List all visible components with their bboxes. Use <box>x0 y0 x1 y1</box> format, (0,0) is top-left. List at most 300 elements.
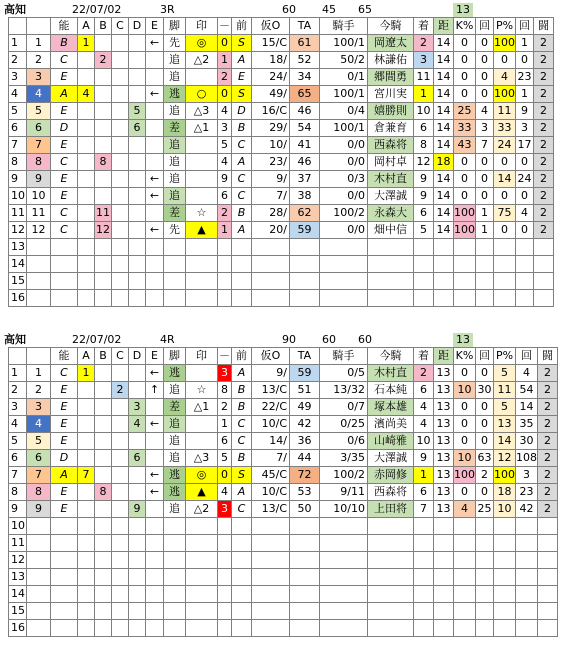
cell-rank-e[interactable] <box>146 154 164 171</box>
cell-p-percent[interactable]: 0 <box>516 154 534 171</box>
cell-rank-b[interactable]: 11 <box>95 205 112 222</box>
table-row[interactable] <box>9 290 554 307</box>
cell-p-count[interactable] <box>538 518 558 535</box>
cell-k-percent[interactable]: 0 <box>476 69 494 86</box>
cell-finish[interactable]: 14 <box>434 103 454 120</box>
cell-rank-a[interactable] <box>78 103 95 120</box>
cell-prev-rank[interactable]: 18/ <box>252 52 290 69</box>
cell-arrow[interactable]: 追 <box>164 69 186 86</box>
cell-gate-number[interactable]: 9 <box>27 171 51 188</box>
cell-finish[interactable]: 13 <box>434 467 454 484</box>
cell-k-count[interactable]: 12 <box>494 450 516 467</box>
cell-distance[interactable]: 0 <box>454 484 476 501</box>
cell-k-percent[interactable]: 0 <box>476 484 494 501</box>
cell-ta-value[interactable]: 50/2 <box>320 52 368 69</box>
cell-gate-number[interactable] <box>27 273 51 290</box>
cell-gate-number[interactable]: 6 <box>27 120 51 137</box>
cell-rank-d[interactable] <box>129 188 146 205</box>
cell-mark[interactable]: 4 <box>218 484 232 501</box>
cell-k-percent[interactable] <box>476 290 494 307</box>
cell-ta-value[interactable] <box>320 256 368 273</box>
cell-rank-b[interactable] <box>95 569 112 586</box>
cell-finish[interactable]: 14 <box>434 205 454 222</box>
cell-ability[interactable]: A <box>51 467 78 484</box>
cell-jockey-record[interactable] <box>368 256 414 273</box>
cell-rank-a[interactable] <box>78 603 95 620</box>
cell-ta-value[interactable]: 0/3 <box>320 171 368 188</box>
cell-arrow[interactable]: 追 <box>164 137 186 154</box>
cell-p-count[interactable] <box>534 256 554 273</box>
cell-rank-b[interactable] <box>95 467 112 484</box>
cell-rank-a[interactable]: 4 <box>78 86 95 103</box>
cell-rank-e[interactable] <box>146 103 164 120</box>
table-row[interactable] <box>9 137 554 154</box>
cell-mark[interactable]: 4 <box>218 154 232 171</box>
cell-jockey[interactable] <box>414 518 434 535</box>
cell-rank-b[interactable] <box>95 365 112 382</box>
cell-rank-a[interactable] <box>78 256 95 273</box>
cell-p-percent[interactable] <box>516 518 538 535</box>
cell-distance[interactable]: 0 <box>454 399 476 416</box>
cell-k-count[interactable]: 75 <box>494 205 516 222</box>
cell-distance[interactable] <box>454 290 476 307</box>
cell-p-percent[interactable]: 1 <box>516 35 534 52</box>
cell-style[interactable] <box>186 290 218 307</box>
cell-rank-d[interactable] <box>129 205 146 222</box>
cell-rank-d[interactable] <box>129 569 146 586</box>
cell-distance[interactable]: 0 <box>454 52 476 69</box>
cell-p-percent[interactable]: 35 <box>516 416 538 433</box>
cell-mark[interactable]: 0 <box>218 35 232 52</box>
cell-mark[interactable]: 3 <box>218 365 232 382</box>
cell-jockey[interactable] <box>414 586 434 603</box>
cell-mark[interactable] <box>218 586 232 603</box>
cell-style[interactable] <box>186 69 218 86</box>
cell-style[interactable]: △2 <box>186 501 218 518</box>
cell-ability[interactable]: C <box>51 154 78 171</box>
cell-dash-rank[interactable]: B <box>232 450 252 467</box>
cell-ta-value[interactable] <box>320 518 368 535</box>
cell-prev-rank[interactable]: 10/C <box>252 416 290 433</box>
cell-finish[interactable] <box>434 569 454 586</box>
cell-rank-a[interactable] <box>78 620 95 637</box>
cell-rank-a[interactable] <box>78 154 95 171</box>
cell-kari-o[interactable]: 38 <box>290 188 320 205</box>
cell-p-percent[interactable]: 14 <box>516 399 538 416</box>
cell-rank-d[interactable]: 4 <box>129 416 146 433</box>
cell-p-percent[interactable] <box>516 535 538 552</box>
cell-k-count[interactable] <box>494 552 516 569</box>
cell-p-percent[interactable]: 42 <box>516 501 538 518</box>
cell-gate-number[interactable]: 4 <box>27 416 51 433</box>
cell-rank-b[interactable] <box>95 535 112 552</box>
cell-k-percent[interactable]: 63 <box>476 450 494 467</box>
cell-k-count[interactable]: 10 <box>494 501 516 518</box>
cell-distance[interactable] <box>454 586 476 603</box>
cell-rank-b[interactable] <box>95 416 112 433</box>
cell-gate-number[interactable]: 4 <box>27 86 51 103</box>
cell-rank-d[interactable] <box>129 484 146 501</box>
cell-rank-b[interactable] <box>95 382 112 399</box>
cell-rank-b[interactable] <box>95 239 112 256</box>
cell-ability[interactable]: B <box>51 35 78 52</box>
cell-ta-value[interactable]: 0/0 <box>320 188 368 205</box>
cell-style[interactable]: ◎ <box>186 467 218 484</box>
cell-ability[interactable]: E <box>51 171 78 188</box>
cell-arrow[interactable] <box>164 603 186 620</box>
cell-distance[interactable] <box>454 273 476 290</box>
cell-mark[interactable]: 1 <box>218 52 232 69</box>
cell-prev-rank[interactable]: 13/C <box>252 382 290 399</box>
cell-gate-number[interactable]: 12 <box>27 222 51 239</box>
cell-dash-rank[interactable]: A <box>232 154 252 171</box>
cell-jockey-record[interactable]: 山崎雅 <box>368 433 414 450</box>
cell-jockey[interactable] <box>414 552 434 569</box>
cell-finish[interactable] <box>434 535 454 552</box>
cell-dash-rank[interactable] <box>232 569 252 586</box>
cell-rank-c[interactable] <box>112 239 129 256</box>
cell-ability[interactable]: E <box>51 103 78 120</box>
cell-kari-o[interactable] <box>290 273 320 290</box>
cell-p-count[interactable]: 2 <box>534 222 554 239</box>
cell-jockey[interactable] <box>414 620 434 637</box>
cell-rank-a[interactable] <box>78 416 95 433</box>
cell-jockey[interactable] <box>414 290 434 307</box>
cell-p-percent[interactable]: 30 <box>516 433 538 450</box>
cell-dash-rank[interactable]: B <box>232 120 252 137</box>
cell-rank-a[interactable] <box>78 535 95 552</box>
cell-mark[interactable] <box>218 290 232 307</box>
cell-kari-o[interactable] <box>290 620 320 637</box>
cell-mark[interactable] <box>218 256 232 273</box>
cell-rank-b[interactable] <box>95 273 112 290</box>
cell-jockey-record[interactable]: 西森将 <box>368 137 414 154</box>
cell-p-count[interactable]: 2 <box>534 103 554 120</box>
cell-prev-rank[interactable]: 10/C <box>252 484 290 501</box>
cell-kari-o[interactable]: 51 <box>290 382 320 399</box>
cell-jockey[interactable]: 1 <box>414 86 434 103</box>
cell-gate-number[interactable]: 8 <box>27 484 51 501</box>
cell-rank-c[interactable] <box>112 433 129 450</box>
cell-rank-c[interactable] <box>112 399 129 416</box>
cell-jockey-record[interactable]: 林謙佑 <box>368 52 414 69</box>
cell-finish[interactable]: 13 <box>434 484 454 501</box>
cell-dash-rank[interactable]: S <box>232 86 252 103</box>
cell-k-percent[interactable]: 0 <box>476 188 494 205</box>
cell-style[interactable]: △3 <box>186 103 218 120</box>
cell-style[interactable] <box>186 603 218 620</box>
cell-rank-d[interactable] <box>129 35 146 52</box>
cell-jockey-record[interactable] <box>368 620 414 637</box>
cell-mark[interactable]: 0 <box>218 86 232 103</box>
cell-jockey-record[interactable]: 嬉勝則 <box>368 103 414 120</box>
cell-finish[interactable]: 13 <box>434 501 454 518</box>
cell-rank-a[interactable]: 7 <box>78 467 95 484</box>
cell-kari-o[interactable] <box>290 569 320 586</box>
cell-style[interactable]: △3 <box>186 450 218 467</box>
cell-jockey-record[interactable]: 上田将 <box>368 501 414 518</box>
cell-p-percent[interactable]: 54 <box>516 382 538 399</box>
cell-dash-rank[interactable]: S <box>232 467 252 484</box>
cell-arrow[interactable]: 追 <box>164 416 186 433</box>
cell-k-percent[interactable]: 25 <box>476 501 494 518</box>
cell-kari-o[interactable]: 52 <box>290 52 320 69</box>
cell-ability[interactable] <box>51 620 78 637</box>
cell-rank-e[interactable]: ← <box>146 86 164 103</box>
cell-mark[interactable]: 2 <box>218 205 232 222</box>
cell-finish[interactable]: 13 <box>434 382 454 399</box>
cell-k-percent[interactable]: 0 <box>476 365 494 382</box>
cell-distance[interactable]: 0 <box>454 35 476 52</box>
cell-k-count[interactable]: 11 <box>494 103 516 120</box>
cell-finish[interactable]: 14 <box>434 35 454 52</box>
cell-k-percent[interactable]: 0 <box>476 399 494 416</box>
cell-ta-value[interactable]: 100/2 <box>320 205 368 222</box>
cell-prev-rank[interactable] <box>252 273 290 290</box>
cell-finish[interactable] <box>434 518 454 535</box>
cell-p-percent[interactable] <box>516 586 538 603</box>
cell-rank-e[interactable] <box>146 137 164 154</box>
cell-jockey-record[interactable]: 木村直 <box>368 365 414 382</box>
cell-p-count[interactable] <box>534 290 554 307</box>
cell-kari-o[interactable]: 72 <box>290 467 320 484</box>
cell-p-count[interactable]: 2 <box>538 433 558 450</box>
table-row[interactable] <box>9 205 554 222</box>
cell-ability[interactable]: E <box>51 382 78 399</box>
cell-p-count[interactable]: 2 <box>534 120 554 137</box>
cell-jockey[interactable]: 9 <box>414 171 434 188</box>
cell-gate-number[interactable]: 11 <box>27 205 51 222</box>
cell-ability[interactable]: C <box>51 52 78 69</box>
cell-p-percent[interactable]: 3 <box>516 120 534 137</box>
cell-arrow[interactable]: 追 <box>164 171 186 188</box>
cell-prev-rank[interactable]: 14/ <box>252 433 290 450</box>
cell-gate-number[interactable]: 3 <box>27 399 51 416</box>
cell-k-count[interactable] <box>494 620 516 637</box>
cell-k-count[interactable]: 0 <box>494 188 516 205</box>
cell-k-percent[interactable]: 7 <box>476 137 494 154</box>
cell-rank-b[interactable] <box>95 603 112 620</box>
cell-p-percent[interactable] <box>516 552 538 569</box>
cell-rank-d[interactable]: 5 <box>129 103 146 120</box>
cell-arrow[interactable] <box>164 518 186 535</box>
cell-style[interactable] <box>186 171 218 188</box>
cell-k-count[interactable] <box>494 518 516 535</box>
cell-rank-c[interactable] <box>112 52 129 69</box>
cell-kari-o[interactable]: 46 <box>290 154 320 171</box>
cell-finish[interactable]: 13 <box>434 365 454 382</box>
cell-prev-rank[interactable]: 22/C <box>252 399 290 416</box>
cell-distance[interactable]: 100 <box>454 222 476 239</box>
cell-rank-b[interactable] <box>95 290 112 307</box>
cell-distance[interactable] <box>454 256 476 273</box>
cell-rank-e[interactable]: ← <box>146 171 164 188</box>
cell-p-count[interactable]: 2 <box>534 86 554 103</box>
cell-jockey-record[interactable]: 大澤誠 <box>368 188 414 205</box>
cell-rank-d[interactable] <box>129 382 146 399</box>
cell-rank-e[interactable]: ← <box>146 484 164 501</box>
cell-dash-rank[interactable] <box>232 273 252 290</box>
cell-prev-rank[interactable] <box>252 569 290 586</box>
table-row[interactable] <box>9 52 554 69</box>
cell-finish[interactable]: 13 <box>434 433 454 450</box>
cell-distance[interactable]: 10 <box>454 382 476 399</box>
cell-rank-a[interactable] <box>78 205 95 222</box>
cell-style[interactable] <box>186 620 218 637</box>
cell-k-percent[interactable] <box>476 569 494 586</box>
cell-kari-o[interactable] <box>290 603 320 620</box>
cell-rank-e[interactable] <box>146 273 164 290</box>
cell-rank-b[interactable] <box>95 399 112 416</box>
cell-dash-rank[interactable]: C <box>232 171 252 188</box>
cell-rank-e[interactable] <box>146 450 164 467</box>
cell-dash-rank[interactable]: C <box>232 433 252 450</box>
cell-distance[interactable]: 0 <box>454 171 476 188</box>
cell-ability[interactable]: E <box>51 416 78 433</box>
table-row[interactable] <box>9 433 558 450</box>
cell-k-percent[interactable]: 0 <box>476 433 494 450</box>
cell-kari-o[interactable] <box>290 535 320 552</box>
cell-k-count[interactable]: 0 <box>494 154 516 171</box>
table-row[interactable] <box>9 222 554 239</box>
cell-k-count[interactable]: 4 <box>494 69 516 86</box>
cell-rank-c[interactable] <box>112 120 129 137</box>
cell-ability[interactable]: E <box>51 399 78 416</box>
cell-rank-a[interactable] <box>78 552 95 569</box>
cell-rank-d[interactable] <box>129 256 146 273</box>
cell-kari-o[interactable]: 50 <box>290 501 320 518</box>
cell-arrow[interactable]: 逃 <box>164 365 186 382</box>
cell-distance[interactable] <box>454 239 476 256</box>
cell-ta-value[interactable]: 0/0 <box>320 222 368 239</box>
cell-distance[interactable]: 100 <box>454 467 476 484</box>
cell-gate-number[interactable]: 2 <box>27 52 51 69</box>
cell-mark[interactable]: 6 <box>218 188 232 205</box>
cell-ta-value[interactable]: 13/32 <box>320 382 368 399</box>
table-row[interactable] <box>9 256 554 273</box>
cell-distance[interactable] <box>454 552 476 569</box>
cell-finish[interactable]: 13 <box>434 416 454 433</box>
cell-arrow[interactable]: 追 <box>164 501 186 518</box>
cell-style[interactable] <box>186 154 218 171</box>
cell-jockey-record[interactable]: 畑中信 <box>368 222 414 239</box>
cell-finish[interactable]: 14 <box>434 188 454 205</box>
cell-rank-d[interactable] <box>129 365 146 382</box>
cell-mark[interactable]: 6 <box>218 433 232 450</box>
cell-p-percent[interactable] <box>516 603 538 620</box>
cell-jockey-record[interactable]: 岡村卓 <box>368 154 414 171</box>
cell-k-percent[interactable] <box>476 552 494 569</box>
cell-jockey-record[interactable] <box>368 603 414 620</box>
cell-rank-a[interactable] <box>78 188 95 205</box>
cell-gate-number[interactable]: 7 <box>27 467 51 484</box>
cell-kari-o[interactable]: 42 <box>290 416 320 433</box>
cell-kari-o[interactable] <box>290 239 320 256</box>
cell-jockey[interactable]: 5 <box>414 222 434 239</box>
table-row[interactable] <box>9 552 558 569</box>
cell-style[interactable]: ▲ <box>186 484 218 501</box>
cell-ability[interactable] <box>51 552 78 569</box>
cell-jockey[interactable] <box>414 273 434 290</box>
cell-prev-rank[interactable]: 7/ <box>252 188 290 205</box>
cell-distance[interactable] <box>454 620 476 637</box>
cell-arrow[interactable]: 先 <box>164 35 186 52</box>
cell-k-percent[interactable]: 0 <box>476 416 494 433</box>
cell-style[interactable] <box>186 433 218 450</box>
cell-p-percent[interactable] <box>516 290 534 307</box>
cell-finish[interactable]: 13 <box>434 399 454 416</box>
cell-rank-d[interactable]: 6 <box>129 450 146 467</box>
table-row[interactable] <box>9 69 554 86</box>
cell-rank-b[interactable] <box>95 256 112 273</box>
cell-kari-o[interactable]: 36 <box>290 433 320 450</box>
cell-ta-value[interactable]: 3/35 <box>320 450 368 467</box>
cell-rank-a[interactable] <box>78 382 95 399</box>
cell-arrow[interactable]: 追 <box>164 103 186 120</box>
cell-mark[interactable] <box>218 603 232 620</box>
cell-distance[interactable]: 25 <box>454 103 476 120</box>
cell-distance[interactable] <box>454 535 476 552</box>
cell-kari-o[interactable]: 59 <box>290 222 320 239</box>
cell-distance[interactable] <box>454 518 476 535</box>
cell-mark[interactable] <box>218 518 232 535</box>
cell-distance[interactable]: 4 <box>454 501 476 518</box>
cell-prev-rank[interactable] <box>252 620 290 637</box>
cell-jockey[interactable]: 10 <box>414 433 434 450</box>
cell-p-percent[interactable]: 23 <box>516 484 538 501</box>
cell-k-count[interactable] <box>494 256 516 273</box>
cell-p-percent[interactable]: 4 <box>516 205 534 222</box>
cell-rank-a[interactable] <box>78 501 95 518</box>
cell-kari-o[interactable]: 49 <box>290 399 320 416</box>
cell-jockey-record[interactable]: 赤岡修 <box>368 467 414 484</box>
cell-finish[interactable] <box>434 552 454 569</box>
table-row[interactable] <box>9 103 554 120</box>
cell-distance[interactable]: 10 <box>454 450 476 467</box>
cell-style[interactable] <box>186 188 218 205</box>
cell-p-count[interactable] <box>538 552 558 569</box>
cell-k-percent[interactable] <box>476 239 494 256</box>
cell-k-count[interactable] <box>494 603 516 620</box>
cell-ability[interactable]: E <box>51 137 78 154</box>
cell-rank-d[interactable] <box>129 69 146 86</box>
cell-rank-a[interactable] <box>78 569 95 586</box>
cell-dash-rank[interactable]: D <box>232 103 252 120</box>
cell-ability[interactable] <box>51 535 78 552</box>
cell-rank-d[interactable] <box>129 239 146 256</box>
cell-mark[interactable]: 4 <box>218 103 232 120</box>
cell-rank-d[interactable] <box>129 222 146 239</box>
cell-k-percent[interactable] <box>476 256 494 273</box>
cell-rank-c[interactable] <box>112 103 129 120</box>
cell-rank-d[interactable] <box>129 603 146 620</box>
cell-style[interactable]: ◎ <box>186 35 218 52</box>
cell-dash-rank[interactable] <box>232 552 252 569</box>
cell-ta-value[interactable] <box>320 239 368 256</box>
table-row[interactable] <box>9 273 554 290</box>
table-row[interactable] <box>9 586 558 603</box>
cell-k-count[interactable] <box>494 273 516 290</box>
cell-rank-c[interactable] <box>112 603 129 620</box>
cell-p-percent[interactable]: 1 <box>516 86 534 103</box>
cell-jockey-record[interactable]: 石本純 <box>368 382 414 399</box>
cell-ta-value[interactable]: 100/1 <box>320 35 368 52</box>
cell-rank-e[interactable]: ← <box>146 365 164 382</box>
table-row[interactable] <box>9 501 558 518</box>
cell-gate-number[interactable] <box>27 239 51 256</box>
cell-prev-rank[interactable] <box>252 535 290 552</box>
cell-rank-b[interactable] <box>95 188 112 205</box>
